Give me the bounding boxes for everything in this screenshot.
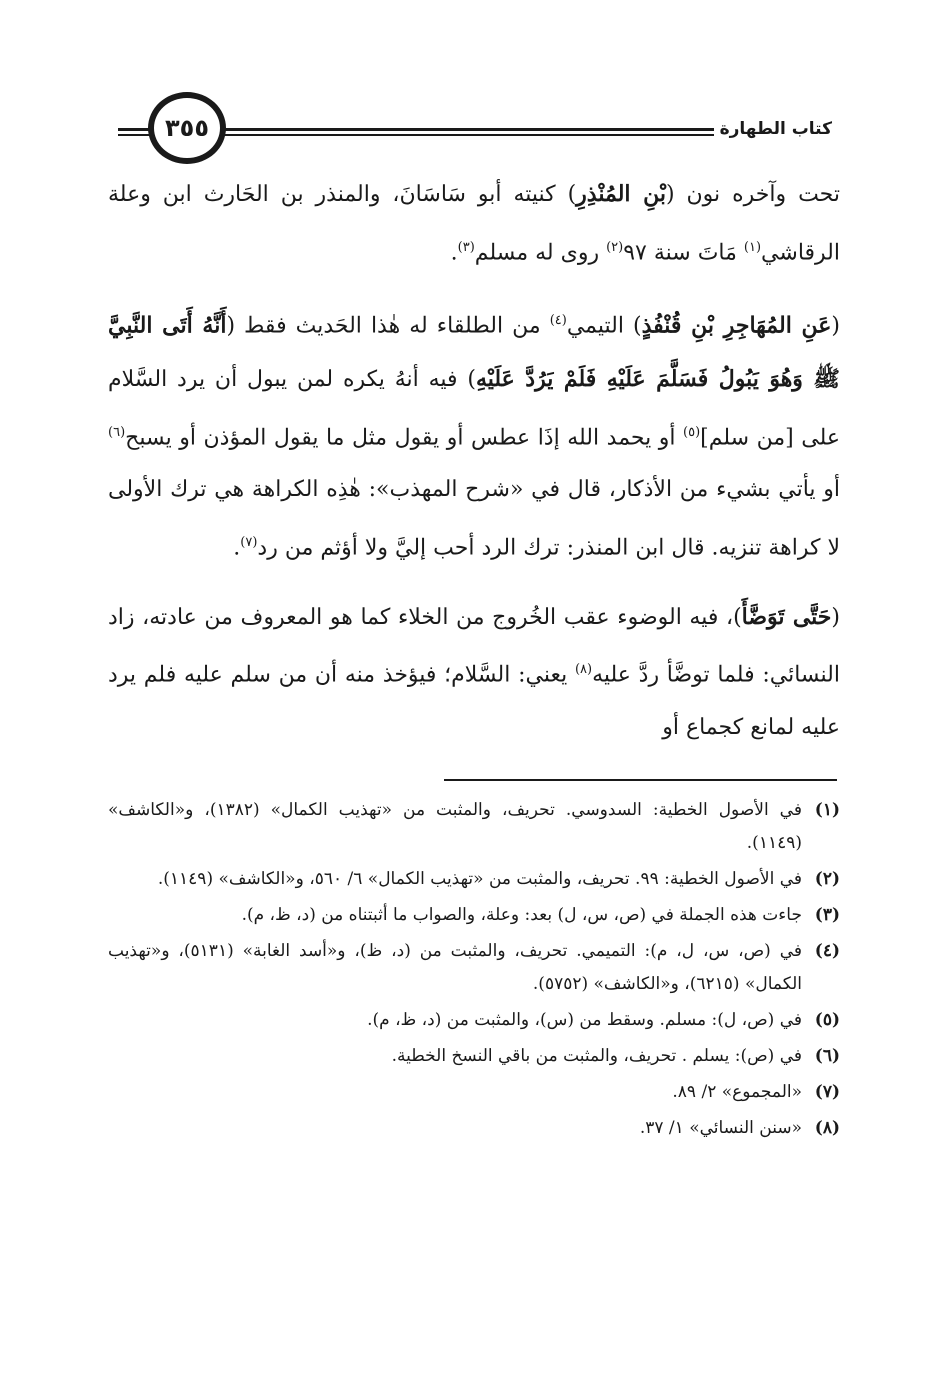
footnote-separator [444,779,837,781]
commentary-text: ( [831,604,840,630]
footnote-ref: (١) [743,239,762,255]
footnote-number: (٧) [814,1082,840,1102]
footnote [108,935,840,1001]
hadith-text: حَتَّى تَوَضَّأَ [741,603,832,630]
commentary-text: ) التيمي [566,313,642,339]
commentary-text: ) كنيته أبو سَاسَانَ، والمنذر بن الحَارث ابن وعلة الرقاشي [108,182,840,265]
footnote-text: في الأصول الخطية: ٩٩. تحريف، والمثبت من «تهذيب الكمال» ٦/ ٥٦٠، و«الكاشف» (١١٤٩). [157,869,802,889]
footnote-text: في الأصول الخطية: السدوسي. تحريف، والمثبت من «تهذيب الكمال» (١٣٨٢)، و«الكاشف» (١١٤٩). [108,800,802,853]
footnote-number: (١) [814,800,840,820]
footnote-ref: (٣) [457,239,475,255]
hadith-text: أَنَّهُ أَتَى النَّبِيَّ ﷺ وَهُوَ يَبُولُ فَسَلَّمَ عَلَيْهِ فَلَمْ يَرُدَّ عَلَيْهِ [108,312,840,393]
footnote-number: (٥) [814,1010,840,1030]
footnote-ref: (٢) [606,239,624,255]
commentary-text: . [233,535,241,561]
footnote [108,794,840,860]
footnote [108,863,840,896]
commentary-text: أو يأتي بشيء من الأذكار، قال في «شرح المهذب»: هٰذِه الكراهة هي ترك الأولى لا كراهة تنزيه. قال ابن المنذر: ترك الرد أحب إليَّ ولا أؤثم من رد [108,477,840,561]
commentary-text: يعني: السَّلام؛ فيؤخذ منه أن من سلم عليه فلم يرد عليه لمانع كجماع أو [108,662,840,741]
hadith-text: عَنِ المُهَاجِرِ بْنِ قُنْفُذٍ [641,312,832,339]
page-number: ٣٥٥ [165,114,209,142]
footnote [108,1076,840,1109]
footnote-ref: (٥) [683,424,701,440]
paragraph [108,591,840,755]
footnote-number: (٦) [814,1046,840,1066]
main-text [108,168,840,771]
paragraph [108,168,840,279]
footnote-number: (٤) [814,941,840,961]
footnote [108,899,840,932]
footnote-text: جاءت هذه الجملة في (ص، س، ل) بعد: وعلة، والصواب ما أثبتناه من (د، ظ، م). [241,905,802,925]
footnote-ref: (٤) [549,313,567,329]
footnote-number: (٢) [814,869,840,889]
commentary-text: ( [831,313,840,339]
running-title: كتاب الطهارة [714,112,840,146]
commentary-text: روى له مسلم [474,239,607,265]
commentary-text: )، فيه الوضوء عقب الخُروج من الخلاء كما هو المعروف من عادته، زاد النسائي: فلما توضَّأ ردَّ عليه [108,604,840,688]
footnote [108,1112,840,1145]
page-number-badge [148,92,226,164]
commentary-text: من الطلقاء له هٰذا الحَديث فقط ( [226,313,550,339]
hadith-text: بْنِ المُنْذِرِ [576,181,666,207]
commentary-text: أو يحمد الله إذَا عطس أو يقول مثل ما يقول المؤذن أو يسبح [125,424,684,450]
commentary-text: مَاتَ سنة ٩٧ [623,239,744,265]
footnote [108,1040,840,1073]
footnote-ref: (٦) [108,424,126,440]
footnote-text: في (ص): يسلم . تحريف، والمثبت من باقي النسخ الخطية. [391,1046,802,1066]
footnote-ref: (٨) [574,662,593,678]
footnote-text: «المجموع» ٢/ ٨٩. [672,1082,802,1102]
footnote-number: (٣) [814,905,840,925]
footnotes [108,794,840,1148]
page-header [108,92,840,172]
footnote-number: (٨) [814,1118,840,1138]
footnote-text: في (ص، ل): مسلم. وسقط من (س)، والمثبت من (د، ظ، م). [367,1010,802,1030]
footnote-ref: (٧) [240,534,258,550]
commentary-text: تحت وآخره نون ( [666,182,840,207]
commentary-text: . [450,239,458,265]
commentary-text: ) فيه أنهُ يكره لمن يبول أن يرد السَّلام على [من سلم] [108,367,840,450]
footnote-text: «سنن النسائي» ١/ ٣٧. [639,1118,802,1138]
footnote [108,1004,840,1037]
paragraph [108,295,840,574]
footnote-text: في (ص، س، ل، م): التميمي. تحريف، والمثبت من (د، ظ)، و«أسد الغابة» (٥١٣١)، و«تهذيب الكمال» (٦٢١٥)، و«الكاشف» (٥٧٥٢). [108,941,802,994]
